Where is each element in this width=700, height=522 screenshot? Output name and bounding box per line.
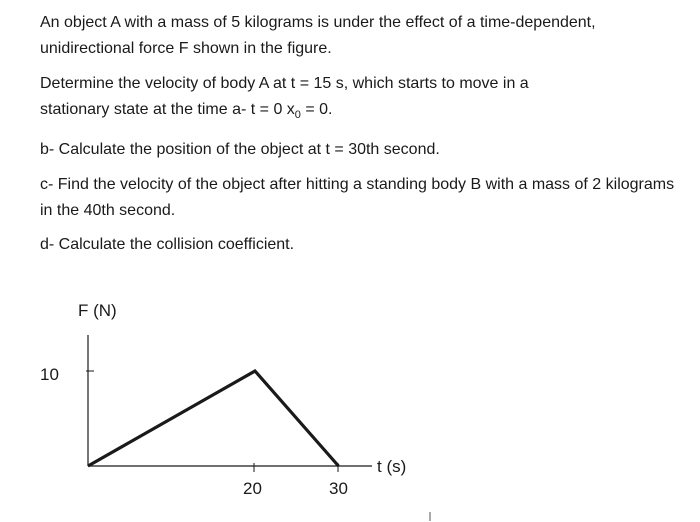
part-a-end: = 0.	[300, 101, 333, 118]
part-a-subscript: 0	[294, 109, 301, 122]
part-b: b- Calculate the position of the object at t = 30th second.	[40, 141, 440, 159]
x-axis-label: t (s)	[377, 457, 407, 476]
part-d: d- Calculate the collision coefficient.	[40, 236, 295, 254]
part-a-line2: stationary state at the time a- t = 0 x	[40, 101, 295, 118]
problem-intro: An object A with a mass of 5 kilograms is under the effect of a time-dependent, unidirectional force F shown in the figure.	[40, 14, 596, 57]
x-tick-label-30: 30	[329, 479, 348, 498]
part-c: c- Find the velocity of the object after hitting a standing body B with a mass of 2 kilograms in the 40th second.	[40, 176, 675, 220]
force-series-line	[88, 371, 339, 466]
y-axis-label: F (N)	[78, 301, 117, 320]
y-tick-label-10: 10	[40, 365, 59, 384]
x-tick-label-20: 20	[243, 479, 262, 498]
part-a-line1: Determine the velocity of body A at t = 15 s, which starts to move in a	[40, 75, 529, 92]
